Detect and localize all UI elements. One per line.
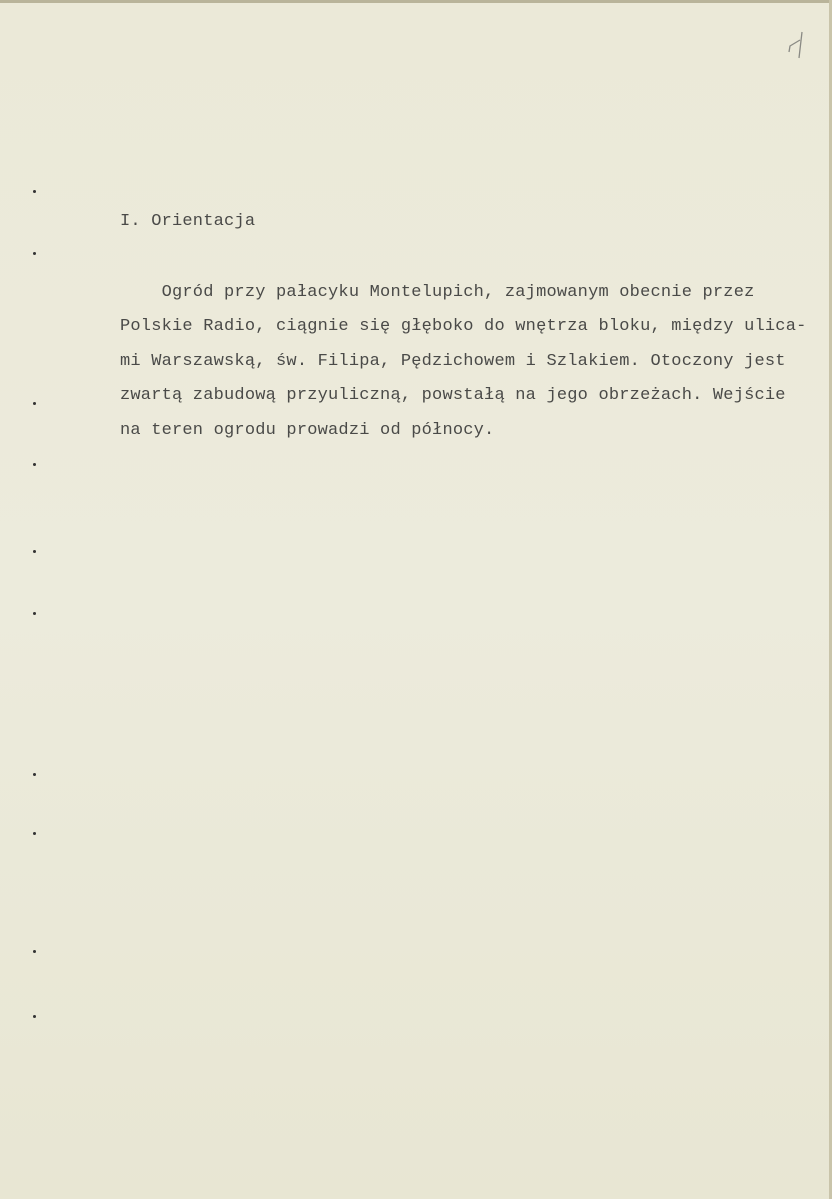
- paragraph-line: Polskie Radio, ciągnie się głęboko do wnętrza bloku, między ulica-: [120, 317, 807, 336]
- margin-mark: [33, 612, 36, 615]
- paragraph-line: na teren ogrodu prowadzi od północy.: [120, 421, 495, 440]
- margin-mark: [33, 773, 36, 776]
- margin-mark: [33, 550, 36, 553]
- section-heading: I. Orientacja: [120, 212, 256, 231]
- handwritten-page-number: [786, 30, 816, 62]
- paragraph-line: Ogród przy pałacyku Montelupich, zajmowanym obecnie przez: [120, 283, 755, 302]
- margin-mark: [33, 402, 36, 405]
- margin-mark: [33, 463, 36, 466]
- paragraph-line: zwartą zabudową przyuliczną, powstałą na jego obrzeżach. Wejście: [120, 386, 786, 405]
- margin-mark: [33, 1015, 36, 1018]
- margin-mark: [33, 832, 36, 835]
- margin-mark: [33, 190, 36, 193]
- page-edge: [0, 0, 832, 3]
- margin-mark: [33, 252, 36, 255]
- paragraph-line: mi Warszawską, św. Filipa, Pędzichowem i Szlakiem. Otoczony jest: [120, 352, 786, 371]
- margin-mark: [33, 950, 36, 953]
